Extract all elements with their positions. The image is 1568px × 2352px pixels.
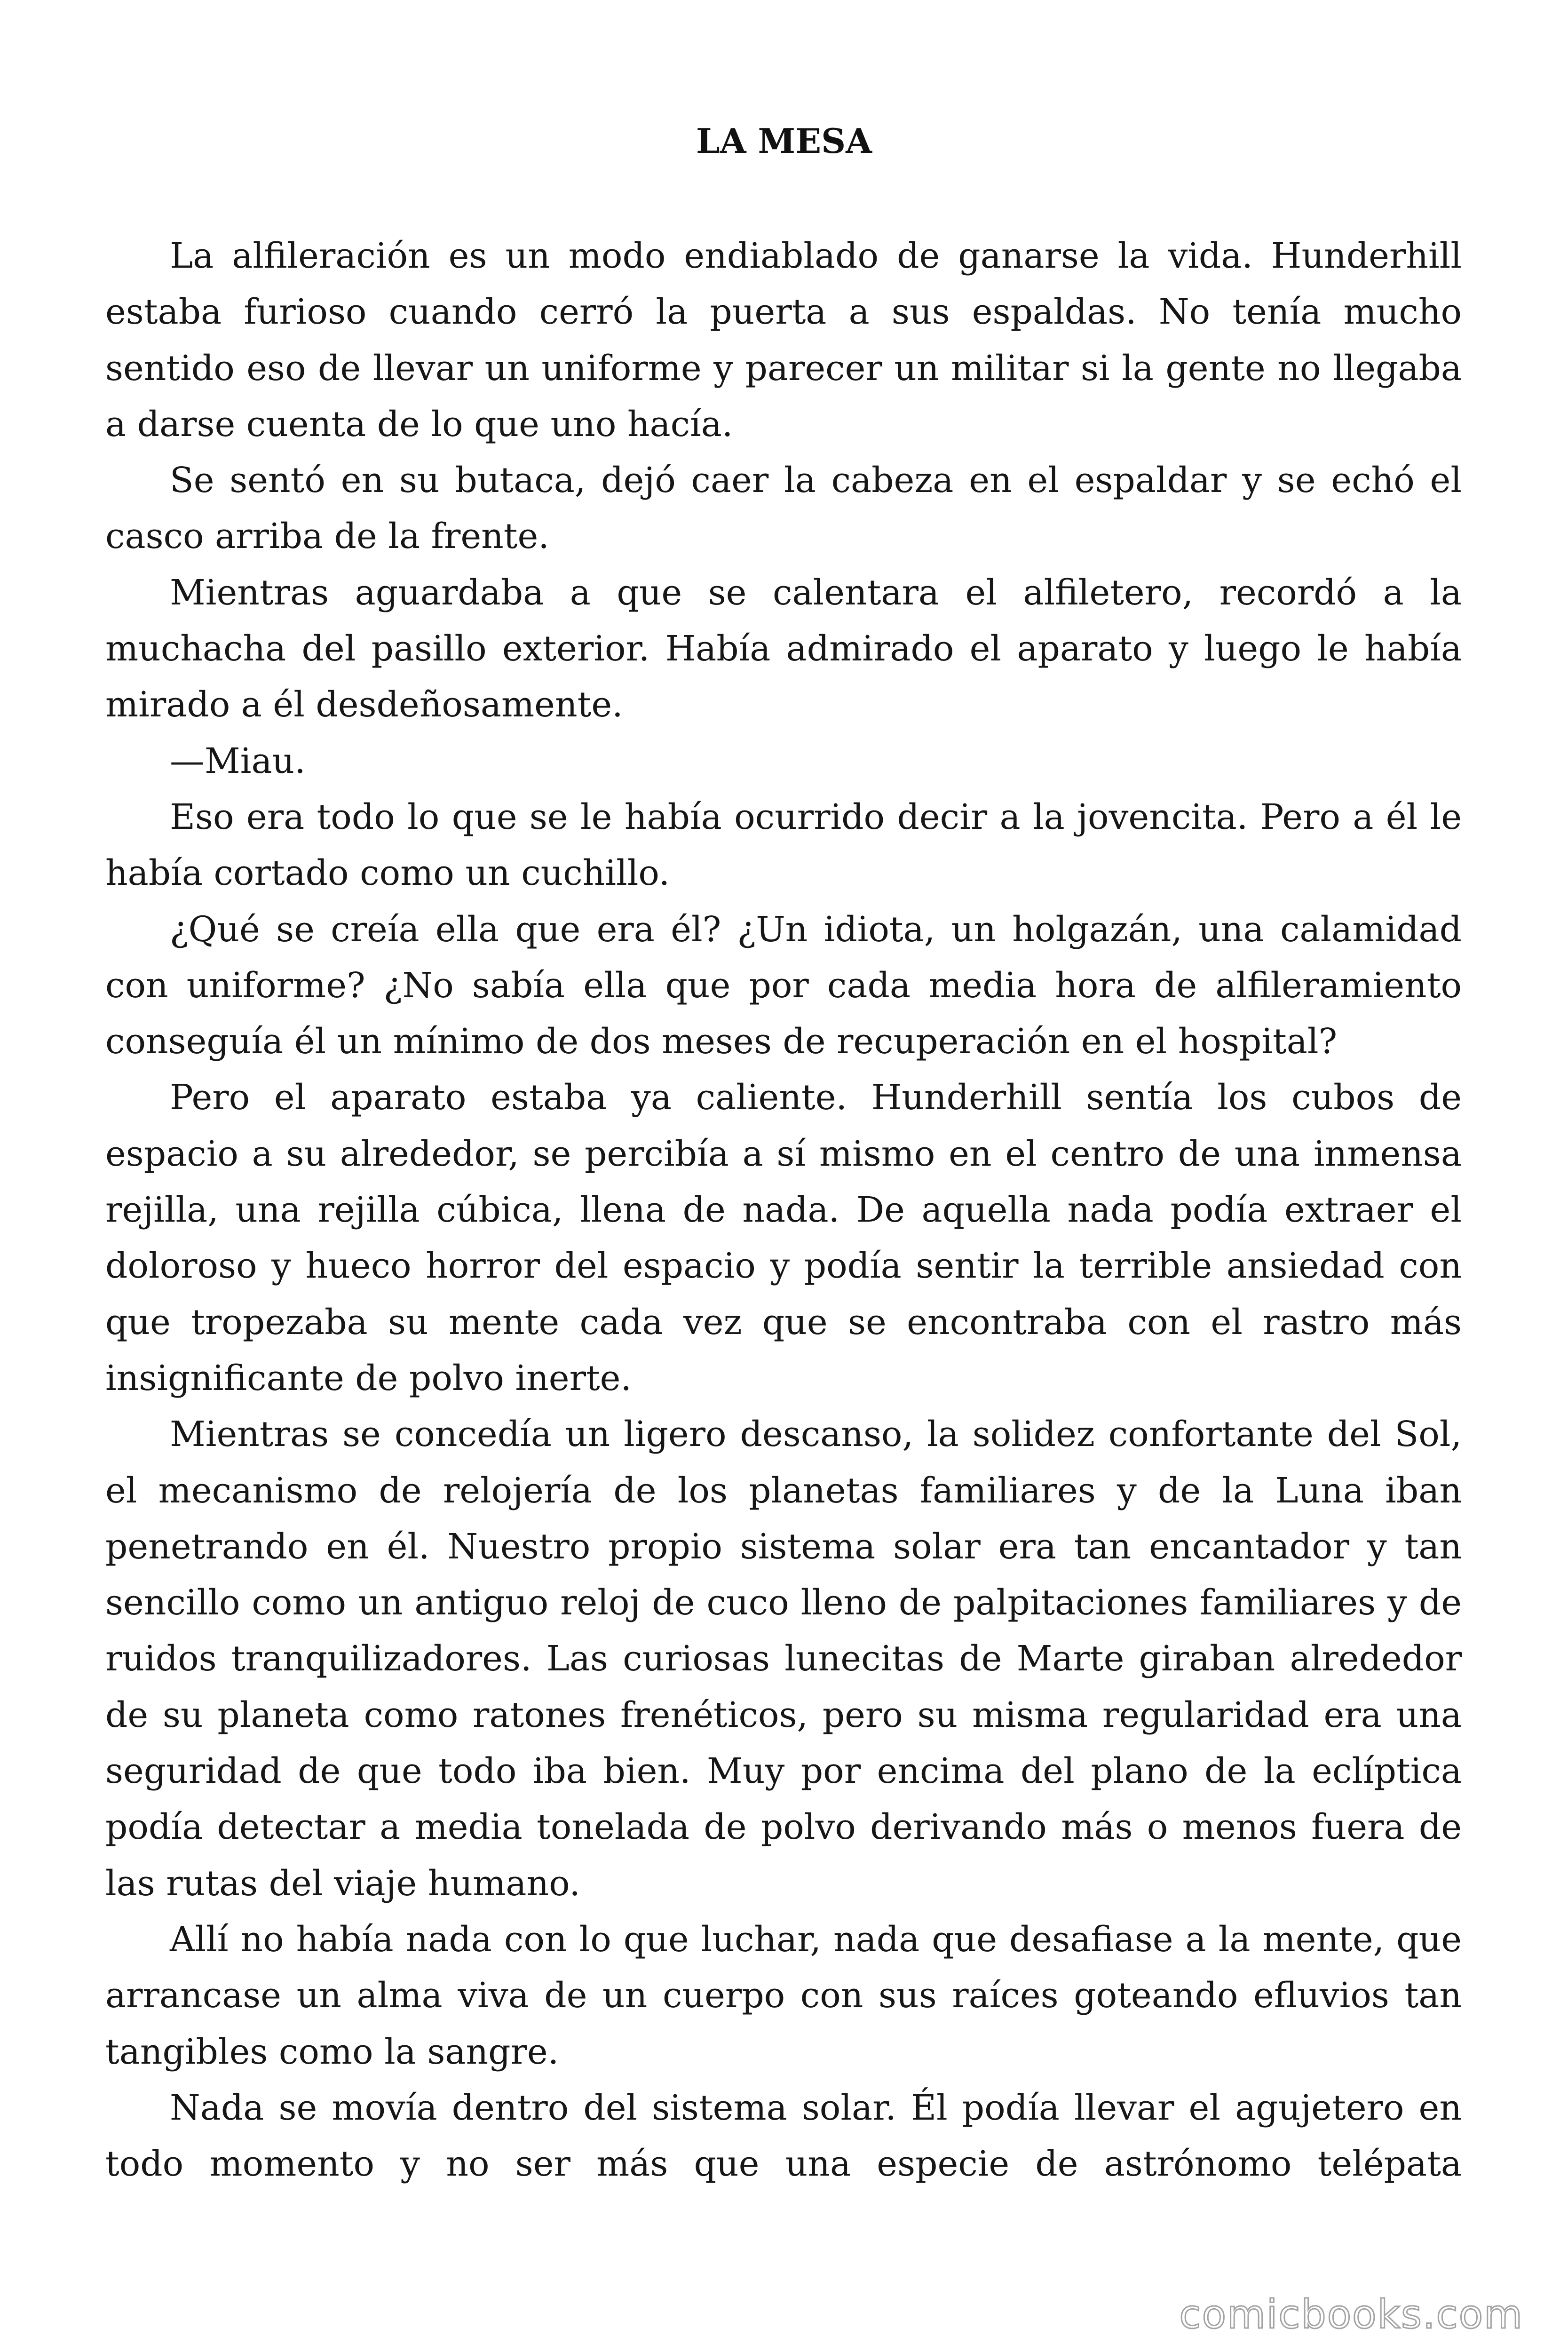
body-text (105, 228, 1462, 2192)
paragraph-9: Allí no había nada con lo que luchar, nada que desafiase a la mente, que arrancase un alma viva de un cuerpo con sus raíces goteando efluvios tan tangibles como la sangre. (105, 1919, 1462, 2072)
paragraph-8: Mientras se concedía un ligero descanso, la solidez confortante del Sol, el mecanismo de relojería de los planetas familiares y de la Luna iban penetrando en él. Nuestro propio sistema solar era tan encantador y tan sencillo como un antiguo reloj de cuco lleno de palpitaciones familiares y de ruidos tranquilizadores. Las curiosas lunecitas de Marte giraban alrededor de su planeta como ratones frenéticos, pero su misma regularidad era una seguridad de que todo iba bien. Muy por encima del plano de la eclíptica podía detectar a media tonelada de polvo derivando más o menos fuera de las rutas del viaje humano. (105, 1414, 1462, 1904)
paragraph-5: Eso era todo lo que se le había ocurrido decir a la jovencita. Pero a él le había cortado como un cuchillo. (105, 796, 1462, 894)
paragraph-3: Mientras aguardaba a que se calentara el alfiletero, recordó a la muchacha del pasillo exterior. Había admirado el aparato y luego le había mirado a él desdeñosamente. (105, 572, 1462, 725)
paragraph-7: Pero el aparato estaba ya caliente. Hunderhill sentía los cubos de espacio a su alrededor, se percibía a sí mismo en el centro de una inmensa rejilla, una rejilla cúbica, llena de nada. De aquella nada podía extraer el doloroso y hueco horror del espacio y podía sentir la terrible ansiedad con que tropezaba su mente cada vez que se encontraba con el rastro más insignificante de polvo inerte. (105, 1077, 1462, 1398)
chapter-title: LA MESA (696, 121, 872, 161)
paragraph-10: Nada se movía dentro del sistema solar. Él podía llevar el agujetero en todo momento y no ser más que una especie de astrónomo telépata (105, 2087, 1462, 2185)
paragraph-6: ¿Qué se creía ella que era él? ¿Un idiota, un holgazán, una calamidad con uniforme? ¿No sabía ella que por cada media hora de alfileramiento conseguía él un mínimo de dos meses de recuperación en el hospital? (105, 909, 1462, 1062)
paragraph-4: —Miau. (170, 740, 306, 781)
paragraph-2: Se sentó en su butaca, dejó caer la cabeza en el espaldar y se echó el casco arriba de la frente. (105, 460, 1462, 557)
paragraph-1: La alfileración es un modo endiablado de ganarse la vida. Hunderhill estaba furioso cuando cerró la puerta a sus espaldas. No tenía mucho sentido eso de llevar un uniforme y parecer un militar si la gente no llegaba a darse cuenta de lo que uno hacía. (105, 236, 1462, 445)
site-watermark: comicbooks.com (1179, 2291, 1523, 2337)
